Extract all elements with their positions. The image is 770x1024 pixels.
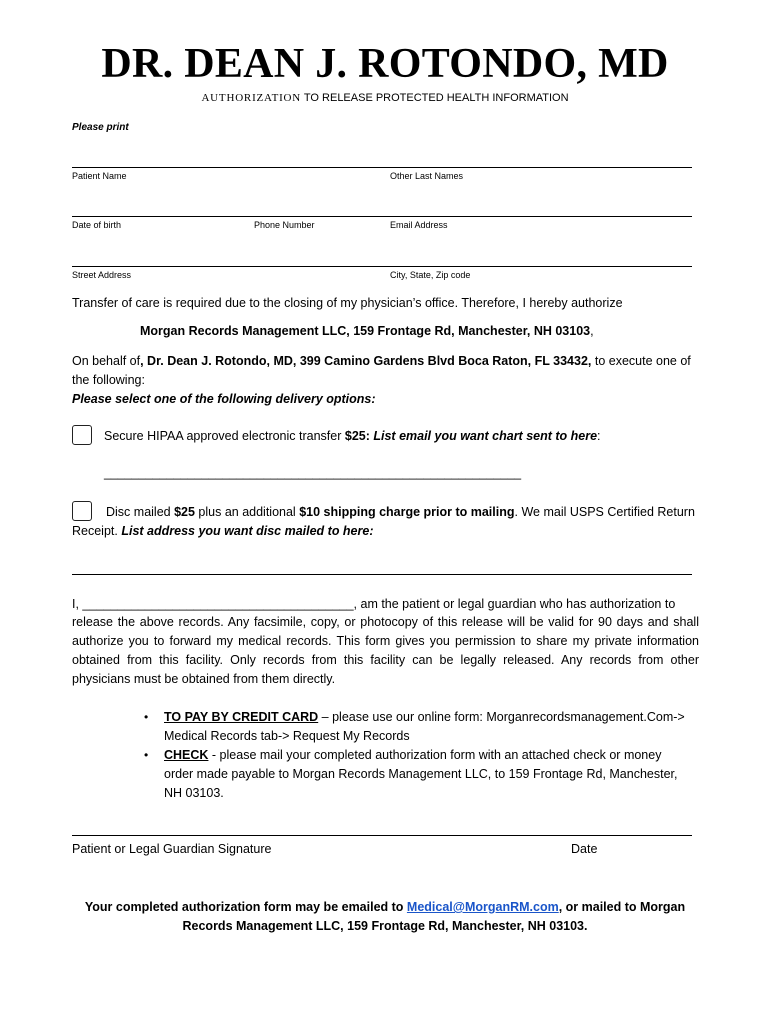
option1-instruction: List email you want chart sent to here bbox=[373, 429, 598, 443]
bullet-dot-1: • bbox=[144, 710, 149, 724]
email-entry-line[interactable]: ____________________________________________________________ bbox=[104, 466, 522, 480]
option1-end: : bbox=[597, 429, 601, 443]
auth-suffix: , am the patient or legal guardian who has authorization to bbox=[353, 597, 676, 611]
mailing-address-line[interactable] bbox=[72, 574, 692, 575]
auth-prefix: I, bbox=[72, 597, 83, 611]
disc-mailed-checkbox[interactable] bbox=[72, 501, 92, 521]
please-print-note: Please print bbox=[72, 122, 129, 133]
company-comma: , bbox=[590, 324, 594, 338]
guardian-name-blank[interactable]: _______________________________________ bbox=[82, 597, 354, 611]
date-label: Date bbox=[571, 842, 598, 856]
email-link[interactable]: Medical@MorganRM.com bbox=[406, 900, 559, 914]
physician-address: , Dr. Dean J. Rotondo, MD, 399 Camino Gardens Blvd Boca Raton, FL 33432, bbox=[140, 354, 592, 368]
phone-number-label: Phone Number bbox=[254, 220, 315, 230]
email-address-label: Email Address bbox=[390, 220, 448, 230]
subtitle-part-2: TO RELEASE PROTECTED HEALTH INFORMATION bbox=[301, 92, 569, 104]
signature-label: Patient or Legal Guardian Signature bbox=[72, 842, 272, 856]
option1-colon: : bbox=[365, 429, 374, 443]
option1-text: Secure HIPAA approved electronic transfer bbox=[104, 429, 345, 443]
form-subtitle bbox=[0, 92, 770, 104]
select-options-heading: Please select one of the following delivery options: bbox=[72, 392, 376, 406]
date-of-birth-label: Date of birth bbox=[72, 220, 122, 230]
city-state-zip-label: City, State, Zip code bbox=[390, 270, 471, 280]
bullet-dot-2: • bbox=[144, 748, 149, 762]
check-bullet bbox=[164, 746, 661, 765]
street-address-label: Street Address bbox=[72, 270, 132, 280]
behalf-line bbox=[72, 352, 712, 371]
check-line1: - please mail your completed authorization form with an attached check or money bbox=[208, 748, 662, 762]
transfer-statement: Transfer of care is required due to the closing of my physician’s office. Therefore, I hereby authorize bbox=[72, 296, 623, 310]
option2-text1: Disc mailed bbox=[106, 505, 175, 519]
option2-shipping: $10 shipping charge prior to mailing bbox=[299, 505, 515, 519]
other-last-names-label: Other Last Names bbox=[390, 171, 464, 181]
address-line[interactable] bbox=[72, 266, 692, 267]
disc-mailed-option-line2 bbox=[72, 522, 374, 541]
signature-line[interactable] bbox=[72, 835, 692, 836]
check-line2: order made payable to Morgan Records Management LLC, to 159 Frontage Rd, Manchester, bbox=[164, 767, 678, 781]
dob-phone-email-line[interactable] bbox=[72, 216, 692, 217]
company-line bbox=[140, 322, 594, 341]
credit-card-line2: Medical Records tab-> Request My Records bbox=[164, 729, 410, 743]
option2-instruction: List address you want disc mailed to here: bbox=[121, 524, 374, 538]
option1-price: $25 bbox=[344, 429, 366, 443]
option2-text3: . We mail USPS Certified Return bbox=[514, 505, 695, 519]
option2-text2: plus an additional bbox=[194, 505, 300, 519]
electronic-transfer-option bbox=[104, 427, 601, 446]
company-address: Morgan Records Management LLC, 159 Frontage Rd, Manchester, NH 03103 bbox=[140, 324, 591, 338]
authorization-line-1 bbox=[72, 595, 699, 614]
patient-name-label: Patient Name bbox=[72, 171, 127, 181]
option2-line2: Receipt. bbox=[72, 524, 122, 538]
behalf-suffix: to execute one of bbox=[591, 354, 691, 368]
page-title: DR. DEAN J. ROTONDO, MD bbox=[101, 41, 669, 87]
disc-mailed-option bbox=[106, 503, 695, 522]
patient-name-line[interactable] bbox=[72, 167, 692, 168]
footer-prefix: Your completed authorization form may be emailed to bbox=[84, 900, 407, 914]
credit-card-bullet bbox=[164, 708, 685, 727]
behalf-prefix: On behalf of bbox=[72, 354, 141, 368]
check-line3: NH 03103. bbox=[164, 786, 224, 800]
credit-card-heading: TO PAY BY CREDIT CARD bbox=[164, 710, 319, 724]
footer-suffix: , or mailed to Morgan bbox=[558, 900, 686, 914]
option2-price: $25 bbox=[174, 505, 195, 519]
electronic-transfer-checkbox[interactable] bbox=[72, 425, 92, 445]
footer-line-2: Records Management LLC, 159 Frontage Rd, Manchester, NH 03103. bbox=[182, 919, 588, 933]
subtitle-part-1: AUTHORIZATION bbox=[201, 92, 302, 104]
authorization-paragraph: release the above records. Any facsimile, copy, or photocopy of this release will be valid for 90 days and shall authorize you to forward my medical records. This form gives you permission to share my private information obtained from this facility. Only records from this facility can be legally released. Any records from other physicians must be obtained from them directly. bbox=[72, 615, 699, 686]
behalf-line-2: the following: bbox=[72, 373, 145, 387]
check-heading: CHECK bbox=[164, 748, 209, 762]
credit-card-line1: – please use our online form: Morganrecordsmanagement.Com-> bbox=[318, 710, 685, 724]
footer-line-1 bbox=[0, 898, 770, 917]
